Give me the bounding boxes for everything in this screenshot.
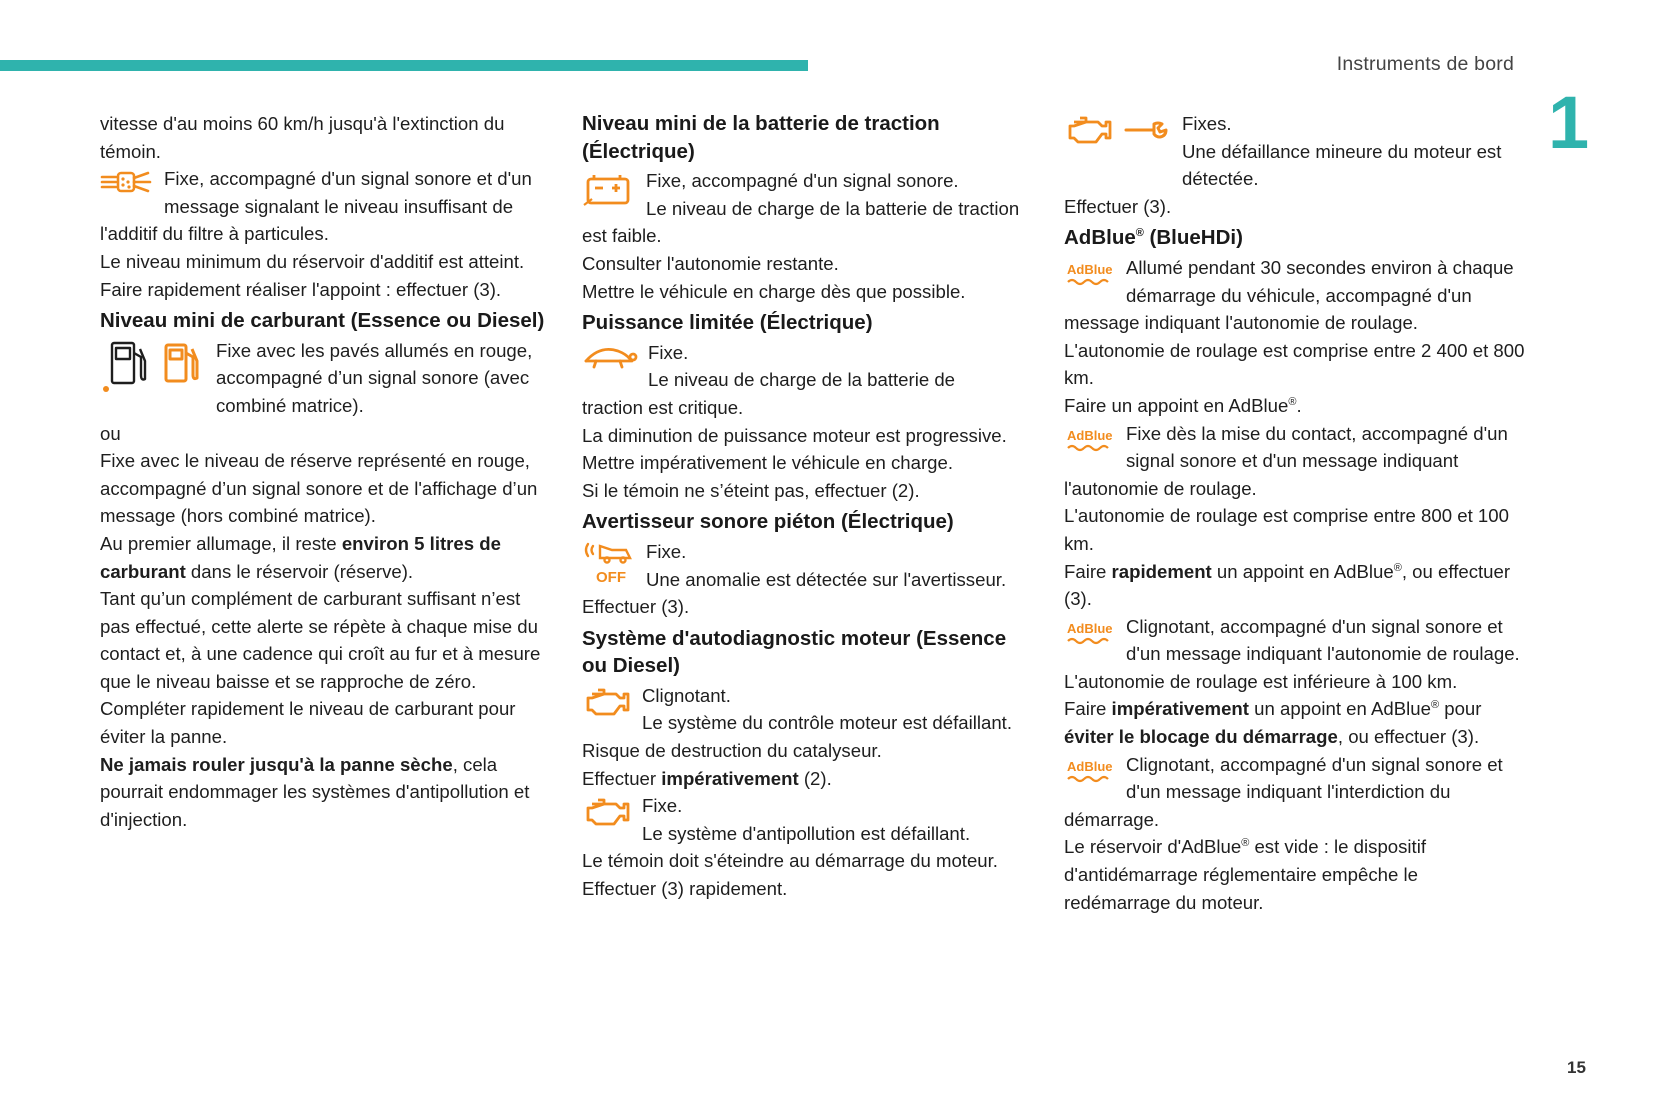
- paragraph: La diminution de puissance moteur est progressive.: [582, 424, 1007, 446]
- paragraph: Fixe, accompagné d'un signal sonore et d'un message signalant le niveau insuffisant de l'additif du filtre à particules.: [100, 168, 532, 245]
- paragraph: Le niveau minimum du réservoir d'additif est atteint.: [100, 250, 525, 272]
- paragraph: Effectuer (3).: [582, 596, 690, 618]
- paragraph: Le système d'antipollution est défaillant.: [642, 822, 971, 844]
- paragraph: vitesse d'au moins 60 km/h jusqu'à l'extinction du témoin.: [100, 113, 505, 162]
- paragraph: Effectuer impérativement (2).: [582, 767, 832, 789]
- paragraph: Le réservoir d'AdBlue® est vide : le dispositif d'antidémarrage réglementaire empêche le redémarrage du moteur.: [1064, 836, 1427, 913]
- fuel-warning-icons: [100, 339, 206, 399]
- svg-text:AdBlue: AdBlue: [1067, 758, 1113, 774]
- paragraph: Tant qu’un complément de carburant suffisant n’est pas effectué, cette alerte se répète à chaque mise du contact et, à une cadence qui croît au fur et à mesure que le niveau baisse et se rapproche de zéro.: [100, 588, 541, 692]
- page-number: 15: [1567, 1058, 1586, 1077]
- paragraph: L'autonomie de roulage est comprise entre 800 et 100 km.: [1064, 505, 1509, 554]
- paragraph: Fixe, accompagné d'un signal sonore.: [646, 170, 959, 192]
- paragraph: Compléter rapidement le niveau de carburant pour éviter la panne.: [100, 698, 516, 748]
- paragraph: Mettre impérativement le véhicule en charge.: [582, 452, 954, 474]
- heading-engine-diagnostic: Système d'autodiagnostic moteur (Essence ou Diesel): [582, 626, 1007, 678]
- heading-fuel-level: Niveau mini de carburant (Essence ou Diesel): [100, 309, 545, 333]
- paragraph: Faire un appoint en AdBlue®.: [1064, 394, 1302, 416]
- paragraph: Fixe.: [642, 795, 683, 817]
- svg-text:AdBlue: AdBlue: [1067, 261, 1113, 277]
- paragraph: Le système du contrôle moteur est défaillant.: [642, 712, 1013, 734]
- paragraph: Le niveau de charge de la batterie de traction est faible.: [582, 197, 1020, 247]
- paragraph: Faire rapidement un appoint en AdBlue®, ou effectuer (3).: [1064, 560, 1511, 610]
- adblue-icon: [1064, 422, 1116, 472]
- svg-text:AdBlue: AdBlue: [1067, 620, 1113, 636]
- paragraph: Faire impérativement un appoint en AdBlue® pour éviter le blocage du démarrage, ou effectuer (3).: [1064, 698, 1482, 748]
- particle-filter-warning-icon: [100, 167, 154, 217]
- engine-check-icon: [582, 684, 632, 734]
- paragraph: Faire rapidement réaliser l'appoint : effectuer (3).: [100, 278, 502, 300]
- fuel-pump-icon: [162, 339, 206, 389]
- header-accent-bar: [0, 60, 808, 71]
- paragraph: Mettre le véhicule en charge dès que possible.: [582, 280, 966, 302]
- paragraph: Fixes.: [1182, 113, 1232, 134]
- paragraph: Ne jamais rouler jusqu'à la panne sèche, cela pourrait endommager les systèmes d'antipollution et d'injection.: [100, 753, 530, 830]
- engine-check-icon: [1064, 112, 1114, 148]
- heading-adblue: AdBlue® (BlueHDi): [1064, 226, 1243, 250]
- heading-pedestrian-horn: Avertisseur sonore piéton (Électrique): [582, 510, 954, 534]
- paragraph: Une anomalie est détectée sur l'avertisseur.: [646, 568, 1007, 590]
- paragraph: Risque de destruction du catalyseur.: [582, 740, 882, 762]
- paragraph: Fixe.: [648, 341, 689, 363]
- paragraph: Clignotant, accompagné d'un signal sonore et d'un message indiquant l'autonomie de roulage.: [1126, 615, 1520, 665]
- adblue-icon: [1064, 256, 1116, 306]
- adblue-icon: [1064, 753, 1116, 803]
- traction-battery-icon: [582, 169, 636, 219]
- paragraph: Clignotant.: [642, 684, 731, 706]
- paragraph: Le niveau de charge de la batterie de traction est critique.: [582, 369, 956, 418]
- paragraph: Fixe avec les pavés allumés en rouge, accompagné d’un signal sonore (avec combiné matrice).: [216, 339, 533, 416]
- paragraph: L'autonomie de roulage est inférieure à 100 km.: [1064, 670, 1458, 692]
- heading-limited-power: Puissance limitée (Électrique): [582, 311, 873, 335]
- paragraph: Allumé pendant 30 secondes environ à chaque démarrage du véhicule, accompagné d'un message indiquant l'autonomie de roulage.: [1064, 256, 1514, 334]
- paragraph: Effectuer (3) rapidement.: [582, 878, 788, 900]
- chapter-number: 1: [1548, 81, 1590, 164]
- horn-off-label: OFF: [596, 568, 626, 584]
- paragraph: Effectuer (3).: [1064, 195, 1172, 217]
- paragraph: Clignotant, accompagné d'un signal sonore et d'un message indiquant l'interdiction du démarrage.: [1064, 753, 1503, 830]
- paragraph: ou: [100, 422, 121, 444]
- paragraph: Au premier allumage, il reste environ 5 litres de carburant dans le réservoir (réserve).: [100, 532, 501, 582]
- adblue-icon: [1064, 615, 1116, 665]
- section-title: Instruments de bord: [1336, 53, 1514, 75]
- column-3: [1064, 110, 1526, 916]
- paragraph: Fixe dès la mise du contact, accompagné d'un signal sonore et d'un message indiquant l'autonomie de roulage.: [1064, 422, 1508, 499]
- paragraph: Fixe.: [646, 540, 687, 562]
- paragraph: Si le témoin ne s’éteint pas, effectuer (2).: [582, 479, 920, 501]
- fuel-gauge-matrix-icon: [100, 339, 156, 395]
- paragraph: Le témoin doit s'éteindre au démarrage du moteur.: [582, 850, 998, 872]
- column-1: [100, 110, 548, 833]
- limited-power-turtle-icon: [582, 341, 638, 391]
- paragraph: Une défaillance mineure du moteur est détectée.: [1182, 140, 1502, 190]
- paragraph: Fixe avec le niveau de réserve représenté en rouge, accompagné d’un signal sonore et de l'affichage d’un message (hors combiné matrice).: [100, 450, 538, 527]
- pedestrian-horn-off-icon: [582, 540, 636, 590]
- svg-text:AdBlue: AdBlue: [1067, 427, 1113, 443]
- column-2: [582, 110, 1020, 903]
- paragraph: L'autonomie de roulage est comprise entre 2 400 et 800 km.: [1064, 339, 1525, 389]
- heading-traction-battery: Niveau mini de la batterie de traction (Électrique): [582, 112, 940, 163]
- minor-fault-icons: [1064, 112, 1172, 164]
- service-wrench-icon: [1122, 112, 1172, 148]
- paragraph: Consulter l'autonomie restante.: [582, 252, 839, 274]
- engine-check-icon: [582, 794, 632, 844]
